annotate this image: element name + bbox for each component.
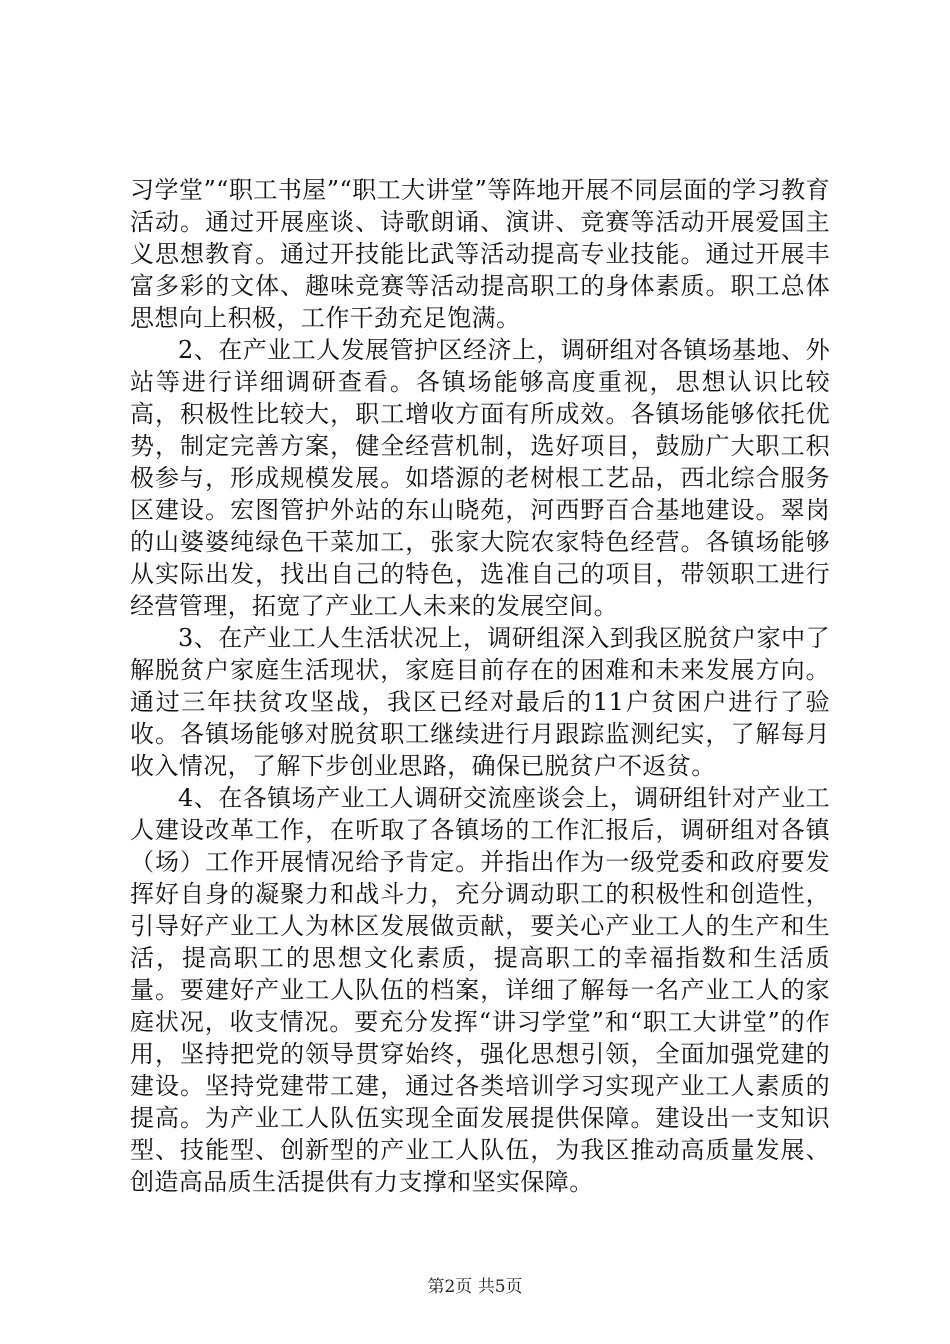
page-number-footer: 第2页 共5页 bbox=[427, 1277, 523, 1297]
paragraph-4: 4、在各镇场产业工人调研交流座谈会上，调研组针对产业工人建设改革工作，在听取了各镇场的工作汇报后，调研组对各镇（场）工作开展情况给予肯定。并指出作为一级党委和政府要发挥好自身的凝聚力和战斗力，充分调动职工的积极性和创造性，引导好产业工人为林区发展做贡献，要关心产业工人的生产和生活，提高职工的思想文化素质，提高职工的幸福指数和生活质量。要建好产业工人队伍的档案，详细了解每一名产业工人的家庭状况，收支情况。要充分发挥“讲习学堂”和“职工大讲堂”的作用，坚持把党的领导贯穿始终，强化思想引领，全面加强党建的建设。坚持党建带工建，通过各类培训学习实现产业工人素质的提高。为产业工人队伍实现全面发展提供保障。建设出一支知识型、技能型、创新型的产业工人队伍，为我区推动高质量发展、创造高品质生活提供有力支撑和坚实保障。 bbox=[130, 784, 830, 1196]
paragraph-3: 3、在产业工人生活状况上，调研组深入到我区脱贫户家中了解脱贫户家庭生活现状，家庭目前存在的困难和未来发展方向。通过三年扶贫攻坚战，我区已经对最后的11户贫困户进行了验收。各镇场能够对脱贫职工继续进行月跟踪监测纪实，了解每月收入情况，了解下步创业思路，确保已脱贫户不返贫。 bbox=[130, 624, 830, 780]
paragraph-2: 2、在产业工人发展管护区经济上，调研组对各镇场基地、外站等进行详细调研查看。各镇场能够高度重视，思想认识比较高，积极性比较大，职工增收方面有所成效。各镇场能够依托优势，制定完善方案，健全经营机制，选好项目，鼓励广大职工积极参与，形成规模发展。如塔源的老树根工艺品，西北综合服务区建设。宏图管护外站的东山晓苑，河西野百合基地建设。翠岗的山婆婆纯绿色干菜加工，张家大院农家特色经营。各镇场能够从实际出发，找出自己的特色，选准自己的项目，带领职工进行经营管理，拓宽了产业工人未来的发展空间。 bbox=[130, 336, 830, 620]
document-body bbox=[130, 174, 830, 1198]
paragraph-continued: 习学堂”“职工书屋”“职工大讲堂”等阵地开展不同层面的学习教育活动。通过开展座谈、诗歌朗诵、演讲、竞赛等活动开展爱国主义思想教育。通过开技能比武等活动提高专业技能。通过开展丰富多彩的文体、趣味竞赛等活动提高职工的身体素质。职工总体思想向上积极，工作干劲充足饱满。 bbox=[130, 176, 830, 332]
